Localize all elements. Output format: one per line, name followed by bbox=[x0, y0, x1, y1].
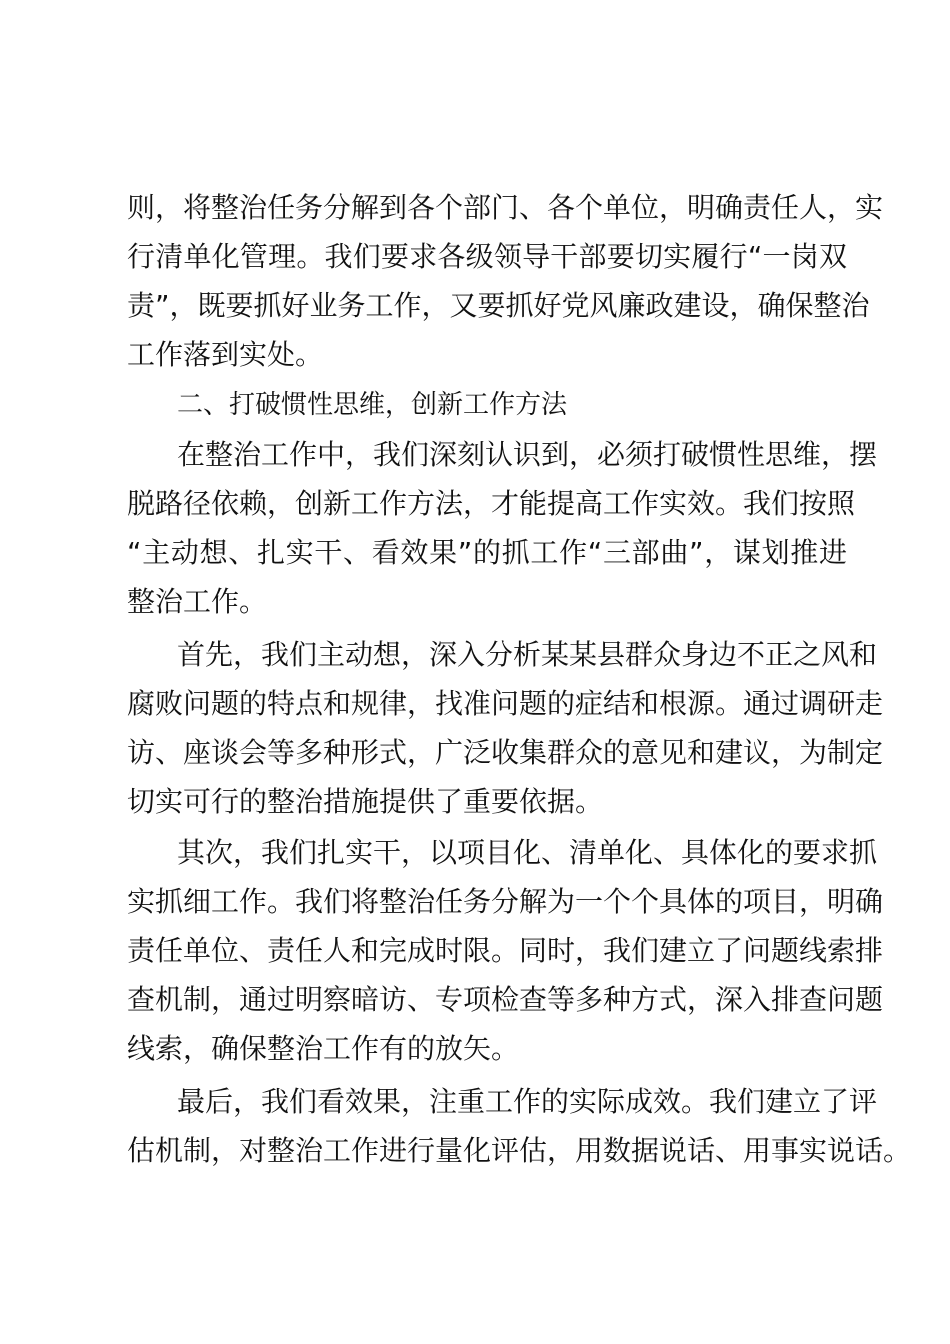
paragraph-line: 实抓细工作。我们将整治任务分解为一个个具体的项目，明确 bbox=[127, 885, 884, 918]
paragraph-line: 责”，既要抓好业务工作，又要抓好党风廉政建设，确保整治 bbox=[127, 289, 870, 322]
paragraph-line: 最后，我们看效果，注重工作的实际成效。我们建立了评 bbox=[177, 1085, 878, 1118]
paragraph-line: 工作落到实处。 bbox=[127, 338, 324, 371]
paragraph-line: “主动想、扎实干、看效果”的抓工作“三部曲”，谋划推进 bbox=[127, 536, 847, 569]
paragraph-line: 首先，我们主动想，深入分析某某县群众身边不正之风和 bbox=[177, 638, 878, 671]
paragraph-line: 访、座谈会等多种形式，广泛收集群众的意见和建议，为制定 bbox=[127, 736, 884, 769]
paragraph-line: 则，将整治任务分解到各个部门、各个单位，明确责任人，实 bbox=[127, 191, 884, 224]
paragraph-line: 责任单位、责任人和完成时限。同时，我们建立了问题线索排 bbox=[127, 934, 884, 967]
paragraph-line: 行清单化管理。我们要求各级领导干部要切实履行“一岗双 bbox=[127, 240, 847, 273]
paragraph-line: 脱路径依赖，创新工作方法，才能提高工作实效。我们按照 bbox=[127, 487, 856, 520]
paragraph-line: 查机制，通过明察暗访、专项检查等多种方式，深入排查问题 bbox=[127, 983, 884, 1016]
section-heading: 二、打破惯性思维，创新工作方法 bbox=[177, 390, 568, 420]
paragraph-line: 切实可行的整治措施提供了重要依据。 bbox=[127, 785, 604, 818]
paragraph-line: 整治工作。 bbox=[127, 585, 268, 618]
paragraph-line: 其次，我们扎实干，以项目化、清单化、具体化的要求抓 bbox=[177, 836, 878, 869]
paragraph-line: 腐败问题的特点和规律，找准问题的症结和根源。通过调研走 bbox=[127, 687, 884, 720]
paragraph-line: 在整治工作中，我们深刻认识到，必须打破惯性思维，摆 bbox=[177, 438, 878, 471]
paragraph-line: 线索，确保整治工作有的放矢。 bbox=[127, 1032, 520, 1065]
paragraph-line: 估机制，对整治工作进行量化评估，用数据说话、用事实说话。 bbox=[127, 1134, 912, 1167]
